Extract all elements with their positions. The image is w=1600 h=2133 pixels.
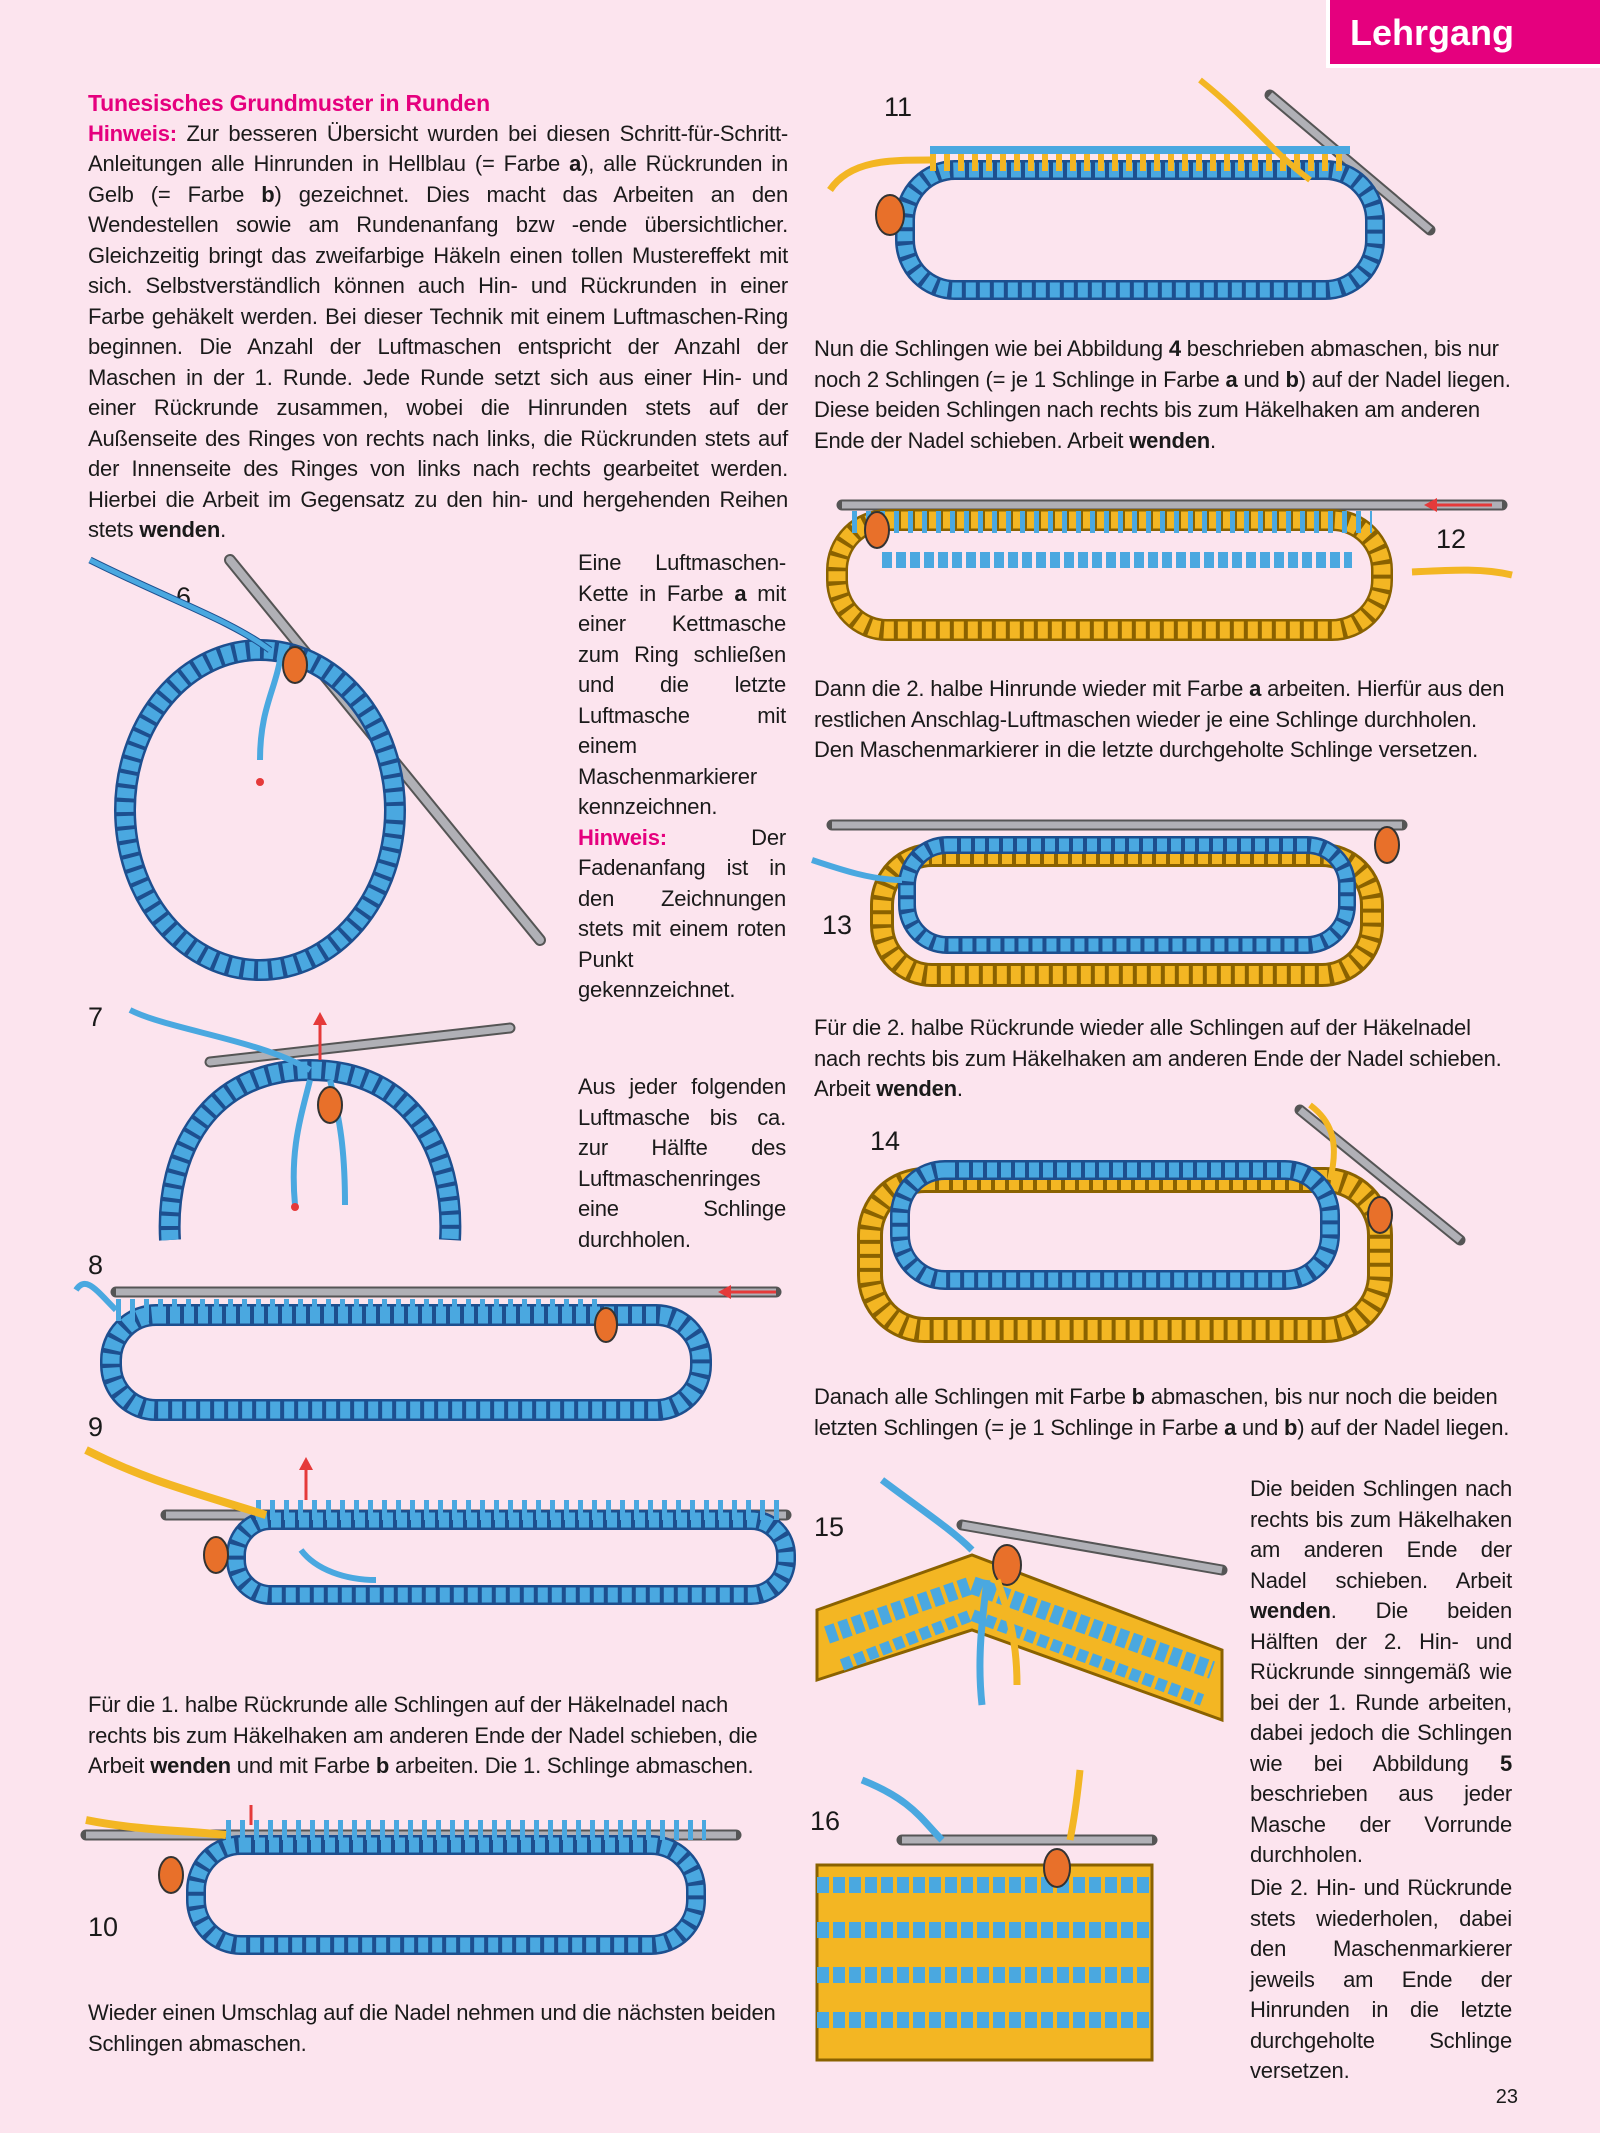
figure-number-15: 15 (814, 1512, 845, 1542)
step11-bold-3: b (1285, 366, 1299, 392)
step11-text-1: Nun die Schlingen wie bei Abbildung (814, 336, 1169, 361)
step7-text-body: Aus jeder folgenden Luftmasche bis ca. zur Hälfte des Luftmaschenringes eine Schlinge durchholen. (578, 1074, 786, 1252)
step13-text (814, 1013, 1514, 1105)
illustration-14 (860, 1100, 1470, 1350)
step15-bold-1: wenden (1250, 1598, 1331, 1623)
step11-text-4: ) auf der Nadel liegen. Diese beiden Schlingen nach rechts bis zum Häkelhaken am anderen Ende der Nadel schieben. Arbeit (814, 366, 1511, 453)
illustration-11 (830, 80, 1470, 310)
step13-text-2: . (956, 1076, 963, 1101)
step6-note: Der Fadenanfang ist in den Zeichnungen stets mit einem roten Punkt gekennzeichnet. (578, 824, 786, 1002)
intro-block (88, 88, 788, 546)
illustration-7 (110, 1000, 530, 1250)
illustration-9 (86, 1440, 796, 1600)
step12-text-2: arbeiten. Hierfür aus den restlichen Anschlag-Luftmaschen wieder je eine Schlinge durchholen. Den Maschenmarkierer in die letzte durchgeholte Schlinge versetzen. (814, 676, 1505, 762)
step7-text (578, 1072, 786, 1255)
intro-note-end: . (220, 517, 226, 542)
step9-text-1: Für die 1. halbe Rückrunde alle Schlingen auf der Häkelnadel nach rechts bis zum Häkelhaken am anderen Ende der Nadel schieben, die Arbeit (88, 1692, 758, 1778)
figure-number-12: 12 (1436, 524, 1467, 554)
step9-bold-1: wenden (150, 1753, 231, 1778)
step9-text-2: und mit Farbe (230, 1753, 376, 1778)
step15-text-2: . Die beiden Hälften der 2. Hin- und Rückrunde sinngemäß wie bei der 1. Runde arbeiten, dabei jedoch die Schlingen wie bei Abbildung (1250, 1598, 1512, 1776)
intro-title: Tunesisches Grundmuster in Runden (88, 90, 490, 116)
illustration-10 (86, 1800, 746, 1960)
intro-note-text-3: ) gezeichnet. Dies macht das Arbeiten an den Wendestellen sowie am Rundenanfang bzw -ende übersichtlicher. Gleichzeitig bringt das zweifarbige Häkeln einen tollen Mustereffekt mit sich. Selbstverständlich können auch Hin- und Rückrunden in einer Farbe gehäkelt werden. Bei dieser Technik mit einem Luftmaschen-Ring beginnen. Die Anzahl der Luftmaschen entspricht der Anzahl der Maschen in der 1. Runde. Jede Runde setzt sich aus einer Hin- und einer Rückrunde zusammen, wobei die Hinrunden stets auf der Außenseite des Ringes von rechts nach links, die Rückrunden stets auf der Innenseite des Ringes von links nach rechts gearbeitet werden. Hierbei die Arbeit im Gegensatz zu den hin- und hergehenden Reihen stets (88, 181, 788, 542)
figure-number-11: 11 (884, 92, 913, 122)
section-tag-label: Lehrgang (1350, 12, 1515, 53)
step15-text (1250, 1474, 1512, 1871)
step15-bold-2: 5 (1499, 1750, 1512, 1776)
illustration-6 (80, 540, 580, 1020)
intro-color-a: a (569, 151, 582, 176)
figure-number-13: 13 (822, 910, 853, 940)
step16-text-body: Die 2. Hin- und Rückrunde stets wiederholen, dabei den Maschenmarkierer jeweils am Ende der Hinrunden in die letzte durchgeholte Schlinge versetzen. (1250, 1875, 1512, 2083)
step9-bold-2: b (375, 1753, 390, 1778)
intro-note-label: Hinweis: (88, 120, 177, 146)
step10-text (88, 1998, 788, 2059)
intro-note-bold: wenden (139, 517, 221, 542)
step14-text-1: Danach alle Schlingen mit Farbe (814, 1384, 1132, 1409)
step11-text-3: und (1237, 366, 1286, 392)
figure-number-10: 10 (88, 1912, 119, 1942)
step15-text-1: Die beiden Schlingen nach rechts bis zum Häkelhaken am anderen Ende der Nadel schieben. Arbeit (1250, 1476, 1512, 1593)
step14-text-2: abmaschen, bis nur noch die beiden letzten Schlingen (= je 1 Schlinge in Farbe (814, 1384, 1498, 1440)
section-tag (1326, 0, 1600, 68)
figure-number-8: 8 (88, 1250, 104, 1280)
step14-bold-2: a (1224, 1414, 1237, 1440)
step16-text (1250, 1873, 1512, 2087)
page-number: 23 (1495, 2086, 1518, 2108)
step11-text-2: beschrieben abmaschen, bis nur noch 2 Schlingen (= je 1 Schlinge in Farbe (814, 336, 1499, 392)
step6-text-2: mit einer Kettmasche zum Ring schließen und die letzte Luftmasche mit einem Maschenmarkierer kennzeichnen. (578, 580, 786, 819)
intro-note (88, 119, 788, 546)
step6-text-1: Eine Luftmaschen-Kette in Farbe (578, 550, 786, 606)
step6-note-label: Hinweis: (578, 824, 667, 850)
step12-text-1: Dann die 2. halbe Hinrunde wieder mit Farbe (814, 676, 1250, 701)
illustration-12 (812, 490, 1512, 650)
figure-number-7: 7 (88, 1002, 104, 1032)
step14-bold-1: b (1131, 1384, 1145, 1409)
step9-text-3: arbeiten. Die 1. Schlinge abmaschen. (389, 1753, 754, 1778)
step12-bold-1: a (1249, 676, 1262, 701)
step6-text (578, 548, 786, 1006)
step11-bold-2: a (1225, 366, 1238, 392)
step11-text-5: . (1209, 427, 1216, 453)
step11-text (814, 334, 1514, 456)
figure-number-6: 6 (176, 582, 192, 612)
intro-note-text-2: ), alle Rückrunden in Gelb (= Farbe (88, 151, 788, 207)
step12-text (814, 674, 1514, 766)
step14-text-3: und (1236, 1414, 1285, 1440)
illustration-15 (812, 1470, 1232, 1730)
step14-bold-3: b (1284, 1414, 1298, 1440)
illustration-13 (812, 810, 1452, 990)
step10-text-body: Wieder einen Umschlag auf die Nadel nehmen und die nächsten beiden Schlingen abmaschen. (88, 2000, 776, 2056)
step9-text (88, 1690, 788, 1782)
step14-text-4: ) auf der Nadel liegen. (1297, 1414, 1510, 1440)
figure-number-14: 14 (870, 1126, 901, 1156)
step11-bold-1: 4 (1168, 336, 1181, 361)
step11-bold-4: wenden (1129, 427, 1210, 453)
intro-color-b: b (261, 181, 275, 207)
step14-text (814, 1382, 1514, 1443)
intro-note-text-1: Zur besseren Übersicht wurden bei diesen Schritt-für-Schritt-Anleitungen alle Hinrunden in Hellblau (= Farbe (88, 120, 788, 176)
figure-number-9: 9 (88, 1412, 104, 1442)
step15-text-3: beschrieben aus jeder Masche der Vorrunde durchholen. (1250, 1781, 1512, 1867)
step13-text-1: Für die 2. halbe Rückrunde wieder alle Schlingen auf der Häkelnadel nach rechts bis zum Häkelhaken am anderen Ende der Nadel schieben. Arbeit (814, 1015, 1502, 1101)
step13-bold-1: wenden (876, 1076, 957, 1101)
illustration-16 (812, 1770, 1157, 2070)
illustration-8 (86, 1270, 796, 1440)
step6-bold-1: a (734, 580, 747, 606)
figure-number-16: 16 (810, 1806, 841, 1836)
